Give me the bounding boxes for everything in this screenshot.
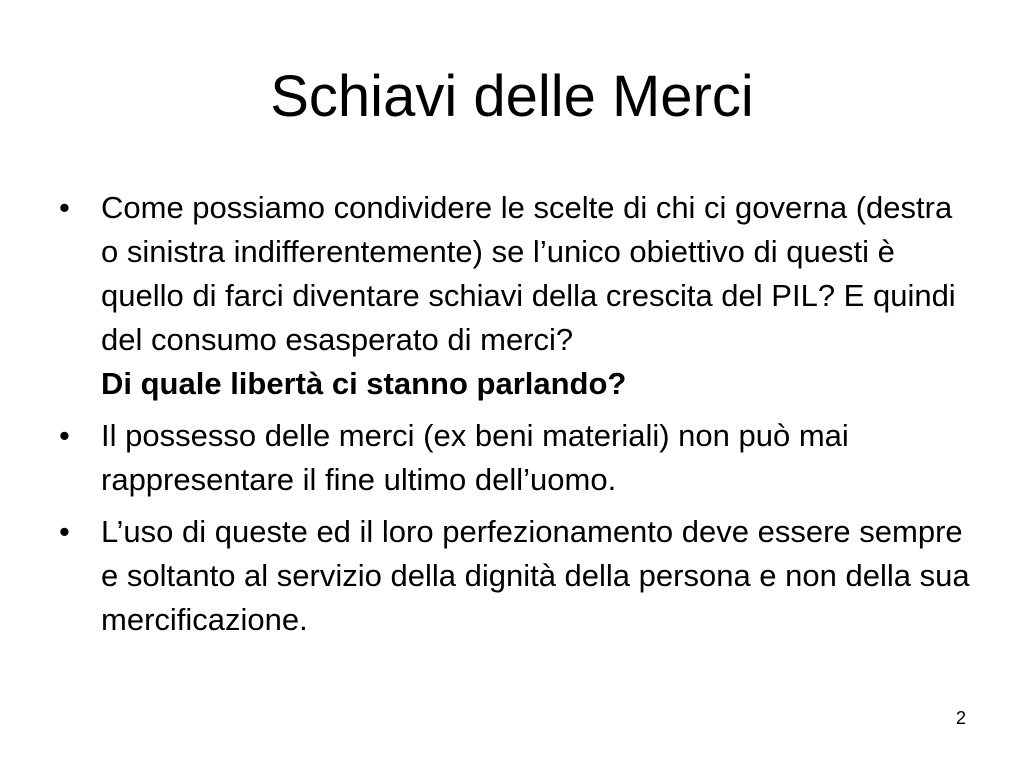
bullet-list xyxy=(56,186,976,650)
slide-title: Schiavi delle Merci xyxy=(270,64,754,129)
bullet-item xyxy=(56,186,976,406)
bullet-item xyxy=(56,510,976,642)
bullet-text: • Come possiamo condividere le scelte di chi ci governa (destra o sinistra indifferentemente) se l’unico obiettivo di questi è quello di farci diventare schiavi della crescita del PIL? E quindi del consumo esasperato di merci? xyxy=(101,190,956,357)
slide-number: 2 xyxy=(955,708,966,728)
bullet-emphasis: Di quale libertà ci stanno parlando? xyxy=(101,366,627,401)
bullet-text: • Il possesso delle merci (ex beni materiali) non può mai rappresentare il fine ultimo dell’uomo. xyxy=(101,418,849,497)
bullet-text: • L’uso di queste ed il loro perfezionamento deve essere sempre e soltanto al servizio della dignità della persona e non della sua mercificazione. xyxy=(101,514,970,637)
bullet-item xyxy=(56,414,976,502)
